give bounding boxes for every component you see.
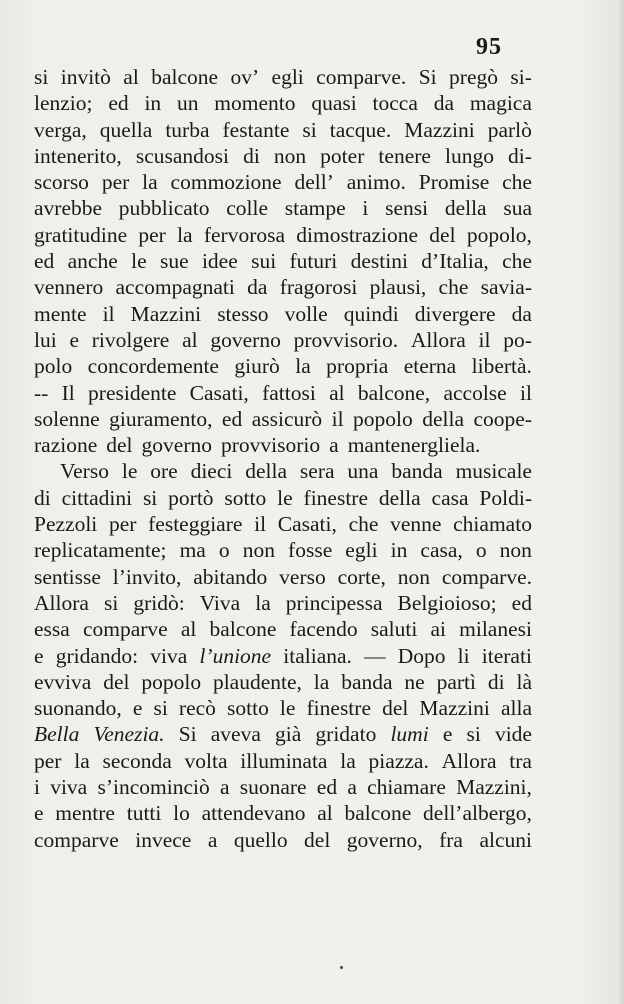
word: per bbox=[138, 222, 166, 247]
word: dell’ bbox=[294, 170, 334, 195]
word: la bbox=[313, 669, 330, 694]
word: volle bbox=[284, 301, 328, 326]
word: già bbox=[275, 722, 302, 747]
word: fattosi bbox=[262, 380, 316, 405]
word: le bbox=[131, 249, 147, 274]
word: del bbox=[304, 827, 331, 852]
word: il bbox=[331, 406, 344, 431]
text-line bbox=[34, 432, 532, 458]
word: che bbox=[502, 249, 532, 274]
word: futuri bbox=[289, 249, 338, 274]
word: Si bbox=[418, 65, 437, 89]
word: le bbox=[121, 459, 138, 484]
word: provvisorio. bbox=[293, 327, 399, 352]
word: casa, bbox=[420, 538, 463, 563]
word: assicurò bbox=[251, 406, 323, 431]
word: sotto bbox=[227, 696, 269, 721]
word: coope- bbox=[473, 406, 532, 431]
word: la bbox=[295, 354, 311, 379]
word: idee bbox=[201, 249, 238, 274]
word: giuramento, bbox=[109, 406, 213, 431]
text-line bbox=[34, 537, 532, 563]
word: chiamare bbox=[367, 775, 446, 800]
word: banda bbox=[391, 459, 443, 484]
word: sotto bbox=[224, 485, 267, 510]
text-line bbox=[34, 195, 532, 221]
text-line bbox=[34, 564, 532, 590]
word: ed bbox=[108, 91, 129, 116]
word: al bbox=[317, 801, 333, 826]
ink-speck bbox=[340, 966, 343, 969]
word: Pezzoli bbox=[34, 512, 98, 537]
word: s’incominciò bbox=[97, 775, 210, 800]
word: fosse bbox=[288, 538, 333, 563]
text-line bbox=[34, 774, 532, 800]
word: del bbox=[382, 696, 409, 721]
word: corte, bbox=[337, 564, 386, 589]
word: che bbox=[348, 512, 379, 537]
word: lo bbox=[173, 801, 190, 826]
text-line bbox=[34, 511, 532, 537]
word: aveva bbox=[210, 722, 261, 747]
text-line bbox=[34, 353, 532, 379]
text-line bbox=[34, 117, 532, 143]
word: lenzio; bbox=[34, 91, 93, 116]
word: eterna bbox=[403, 354, 457, 379]
word: suonare bbox=[239, 775, 307, 800]
word: il bbox=[478, 327, 491, 352]
word: ed bbox=[221, 406, 243, 431]
word: balcone bbox=[151, 65, 219, 89]
word: tenere bbox=[378, 143, 431, 168]
word: -- bbox=[34, 380, 49, 405]
word: le bbox=[279, 696, 296, 721]
word: vennero bbox=[34, 275, 104, 300]
word: musicale bbox=[455, 459, 532, 484]
text-line bbox=[34, 380, 532, 406]
word: tutti bbox=[126, 801, 162, 826]
word: il bbox=[102, 301, 115, 326]
text-line bbox=[34, 143, 532, 169]
word: si bbox=[34, 65, 49, 89]
word: di- bbox=[508, 143, 532, 168]
word: invitò bbox=[60, 65, 111, 89]
word: fragorosi bbox=[279, 275, 358, 300]
word: per bbox=[101, 170, 130, 195]
word: pregò bbox=[449, 65, 498, 89]
word: volta bbox=[184, 748, 228, 773]
text-line bbox=[34, 90, 532, 116]
word: alla bbox=[500, 696, 532, 721]
word: un bbox=[176, 91, 199, 116]
word: seconda bbox=[102, 748, 172, 773]
word: finestre bbox=[303, 485, 368, 510]
text-line bbox=[34, 800, 532, 826]
word: illuminata bbox=[240, 748, 328, 773]
word: po- bbox=[503, 327, 532, 352]
word: banda bbox=[341, 669, 393, 694]
word: balcone bbox=[344, 801, 412, 826]
word: del bbox=[106, 433, 133, 458]
word: di bbox=[243, 143, 260, 168]
word: recò bbox=[178, 696, 216, 721]
word: pubblicato bbox=[118, 196, 210, 221]
word: turba bbox=[165, 117, 210, 142]
word: Casati, bbox=[189, 380, 249, 405]
italic-word: l’unione bbox=[199, 643, 272, 668]
word: popolo bbox=[141, 669, 202, 694]
word: festeggiare bbox=[148, 512, 243, 537]
word: della bbox=[378, 485, 421, 510]
word: magica bbox=[469, 91, 532, 116]
word: gridato bbox=[315, 722, 377, 747]
word: sua bbox=[503, 196, 532, 221]
word: egli bbox=[345, 538, 378, 563]
word: i bbox=[362, 196, 369, 221]
word: il bbox=[254, 512, 267, 537]
word: gridò: bbox=[133, 590, 185, 615]
word: essa bbox=[34, 617, 70, 642]
word: della bbox=[444, 196, 487, 221]
word: o bbox=[218, 538, 230, 563]
word: partì bbox=[436, 669, 476, 694]
word: facendo bbox=[289, 617, 358, 642]
word: in bbox=[390, 538, 408, 563]
word: ed bbox=[34, 249, 55, 274]
word: Mazzini bbox=[404, 117, 475, 142]
word: suonando, bbox=[34, 696, 122, 721]
word: sui bbox=[251, 249, 277, 274]
word: gratitudine bbox=[34, 222, 128, 247]
word: Verso bbox=[60, 459, 109, 484]
word: venne bbox=[390, 512, 442, 537]
word: Allora bbox=[34, 590, 89, 615]
word: comparve bbox=[82, 617, 168, 642]
word: piazza. bbox=[368, 748, 429, 773]
page-number: 95 bbox=[476, 34, 502, 60]
word: a bbox=[219, 775, 230, 800]
word: Promise bbox=[418, 170, 490, 195]
word: la bbox=[142, 170, 158, 195]
word: per bbox=[34, 748, 62, 773]
word: plaudente, bbox=[212, 669, 302, 694]
word: Poldi- bbox=[479, 485, 532, 510]
text-line bbox=[34, 458, 532, 484]
page-edge-shadow bbox=[618, 0, 624, 1004]
italic-word: lumi bbox=[390, 722, 429, 747]
word: abitando bbox=[193, 564, 268, 589]
word: anche bbox=[67, 249, 118, 274]
word: poter bbox=[320, 143, 365, 168]
word: ed bbox=[316, 775, 338, 800]
word: lui bbox=[34, 327, 57, 352]
word: commozione bbox=[170, 170, 282, 195]
word: la bbox=[255, 590, 271, 615]
word: presidente bbox=[88, 380, 177, 405]
word: parlò bbox=[487, 117, 532, 142]
word: Allora bbox=[441, 748, 497, 773]
word: da bbox=[511, 301, 532, 326]
word: verga, bbox=[34, 117, 87, 142]
word: sensi bbox=[385, 196, 429, 221]
word: e bbox=[442, 722, 453, 747]
word: Mazzini bbox=[130, 301, 202, 326]
italic-word: Bella bbox=[34, 722, 80, 747]
word: si bbox=[466, 722, 481, 747]
word: la bbox=[177, 222, 193, 247]
word: sera bbox=[299, 459, 335, 484]
word: fervorosa bbox=[203, 222, 286, 247]
word: della bbox=[422, 406, 465, 431]
word: a bbox=[329, 433, 339, 458]
word: ov’ bbox=[230, 65, 260, 89]
word: a bbox=[347, 775, 357, 800]
word: casa bbox=[431, 485, 469, 510]
word: propria bbox=[326, 354, 389, 379]
word: egli bbox=[271, 65, 304, 89]
word: Allora bbox=[410, 327, 466, 352]
word: stesso bbox=[217, 301, 269, 326]
word: comparve. bbox=[441, 564, 532, 589]
word: viva bbox=[150, 643, 188, 668]
text-line bbox=[34, 695, 532, 721]
word: del bbox=[103, 669, 130, 694]
word: governo bbox=[141, 433, 212, 458]
word: dimostrazione bbox=[296, 222, 419, 247]
word: si bbox=[103, 590, 119, 615]
text-line bbox=[34, 274, 532, 300]
word: Mazzini, bbox=[456, 775, 532, 800]
word: balcone, bbox=[357, 380, 431, 405]
word: del bbox=[429, 222, 456, 247]
word: solenne bbox=[34, 406, 100, 431]
italic-word: Venezia. bbox=[93, 722, 165, 747]
word: mentre bbox=[55, 801, 115, 826]
word: da bbox=[247, 275, 268, 300]
word: italiana. bbox=[283, 643, 352, 668]
word: i bbox=[34, 775, 40, 800]
word: cittadini bbox=[61, 485, 133, 510]
word: non bbox=[499, 538, 532, 563]
word: popolo, bbox=[466, 222, 532, 247]
word: per bbox=[108, 512, 137, 537]
word: ed bbox=[511, 590, 532, 615]
word: colle bbox=[226, 196, 269, 221]
text-line bbox=[34, 169, 532, 195]
word: alcuni bbox=[479, 827, 532, 852]
word: tra bbox=[509, 748, 532, 773]
word: l’invito, bbox=[112, 564, 182, 589]
word: saluti bbox=[370, 617, 418, 642]
word: festante bbox=[222, 117, 290, 142]
word: di bbox=[34, 485, 51, 510]
word: lungo bbox=[445, 143, 494, 168]
word: al bbox=[329, 380, 345, 405]
word: Dopo bbox=[397, 643, 446, 668]
word: la bbox=[340, 748, 356, 773]
word: o bbox=[475, 538, 487, 563]
word: e bbox=[69, 327, 79, 352]
word: gridando: bbox=[55, 643, 139, 668]
word: fra bbox=[439, 827, 463, 852]
word: polo bbox=[34, 354, 73, 379]
text-line bbox=[34, 721, 532, 747]
word: razione bbox=[34, 433, 98, 458]
word: comparve. bbox=[316, 65, 407, 89]
word: intenerito, bbox=[34, 143, 122, 168]
word: in bbox=[144, 91, 162, 116]
word: viva bbox=[50, 775, 88, 800]
word: finestre bbox=[306, 696, 371, 721]
word: le bbox=[277, 485, 293, 510]
word: e bbox=[34, 643, 44, 668]
word: libertà. bbox=[471, 354, 532, 379]
word: invece bbox=[135, 827, 192, 852]
word: vide bbox=[494, 722, 532, 747]
word: dieci bbox=[190, 459, 233, 484]
word: popolo bbox=[353, 406, 413, 431]
word: scorso bbox=[34, 170, 89, 195]
word: Il bbox=[61, 380, 75, 405]
word: governo, bbox=[346, 827, 423, 852]
word: della bbox=[245, 459, 288, 484]
word: si bbox=[302, 117, 317, 142]
text-line bbox=[34, 616, 532, 642]
word: portò bbox=[168, 485, 214, 510]
word: giurò bbox=[234, 354, 280, 379]
word: quasi bbox=[311, 91, 357, 116]
word: tacque. bbox=[329, 117, 392, 142]
text-line bbox=[34, 64, 532, 90]
word: si bbox=[153, 696, 168, 721]
word: animo. bbox=[346, 170, 406, 195]
word: accompagnati bbox=[115, 275, 235, 300]
word: ai bbox=[430, 617, 446, 642]
word: e bbox=[132, 696, 143, 721]
word: che bbox=[438, 275, 469, 300]
word: balcone bbox=[209, 617, 277, 642]
word: — bbox=[364, 643, 386, 668]
word: e bbox=[34, 801, 44, 826]
word: dell’albergo, bbox=[423, 801, 532, 826]
word: quindi bbox=[343, 301, 399, 326]
text-line bbox=[34, 301, 532, 327]
text-line bbox=[34, 406, 532, 432]
word: avrebbe bbox=[34, 196, 103, 221]
word: plausi, bbox=[369, 275, 427, 300]
word: chiamato bbox=[453, 512, 532, 537]
word: Casati, bbox=[277, 512, 337, 537]
word: concordemente bbox=[87, 354, 219, 379]
text-line bbox=[34, 248, 532, 274]
word: si bbox=[142, 485, 158, 510]
word: li bbox=[457, 643, 470, 668]
text-line bbox=[34, 222, 532, 248]
text-line bbox=[34, 643, 532, 669]
word: stampe bbox=[284, 196, 346, 221]
word: Belgioioso; bbox=[397, 590, 497, 615]
word: destini bbox=[350, 249, 408, 274]
word: al bbox=[180, 617, 197, 642]
word: al bbox=[123, 65, 139, 89]
word: mente bbox=[34, 301, 87, 326]
word: evviva bbox=[34, 669, 92, 694]
text-line bbox=[34, 748, 532, 774]
word: non bbox=[273, 143, 307, 168]
word: tocca bbox=[372, 91, 418, 116]
word: una bbox=[347, 459, 379, 484]
word: governo bbox=[210, 327, 281, 352]
word: replicatamente; bbox=[34, 538, 167, 563]
word: a bbox=[207, 827, 218, 852]
word: il bbox=[519, 380, 532, 405]
text-line bbox=[34, 590, 532, 616]
word: là bbox=[516, 669, 532, 694]
word: Mazzini bbox=[419, 696, 490, 721]
word: Si bbox=[178, 722, 197, 747]
word: quella bbox=[99, 117, 153, 142]
word: al bbox=[182, 327, 198, 352]
word: sue bbox=[159, 249, 189, 274]
word: verso bbox=[279, 564, 326, 589]
word: attendevano bbox=[201, 801, 306, 826]
word: di bbox=[487, 669, 505, 694]
text-line bbox=[34, 485, 532, 511]
word: non bbox=[397, 564, 431, 589]
word: mantenergliela. bbox=[347, 433, 481, 458]
word: iterati bbox=[481, 643, 532, 668]
text-line bbox=[34, 827, 532, 853]
word: momento bbox=[214, 91, 296, 116]
word: da bbox=[433, 91, 454, 116]
word: scusandosi bbox=[135, 143, 229, 168]
body-text bbox=[34, 64, 532, 853]
word: ore bbox=[150, 459, 178, 484]
word: si- bbox=[510, 65, 532, 89]
word: ne bbox=[404, 669, 425, 694]
word: provvisorio bbox=[221, 433, 321, 458]
word: quello bbox=[233, 827, 288, 852]
word: savia- bbox=[480, 275, 532, 300]
word: principessa bbox=[285, 590, 383, 615]
text-line bbox=[34, 327, 532, 353]
word: che bbox=[502, 170, 532, 195]
word: ma bbox=[179, 538, 206, 563]
word: non bbox=[242, 538, 275, 563]
word: la bbox=[74, 748, 90, 773]
word: milanesi bbox=[459, 617, 532, 642]
word: rivolgere bbox=[91, 327, 170, 352]
word: d’Italia, bbox=[421, 249, 489, 274]
word: sentisse bbox=[34, 564, 101, 589]
word: comparve bbox=[34, 827, 119, 852]
word: divergere bbox=[414, 301, 496, 326]
word: Viva bbox=[199, 590, 241, 615]
word: accolse bbox=[443, 380, 507, 405]
text-line bbox=[34, 669, 532, 695]
